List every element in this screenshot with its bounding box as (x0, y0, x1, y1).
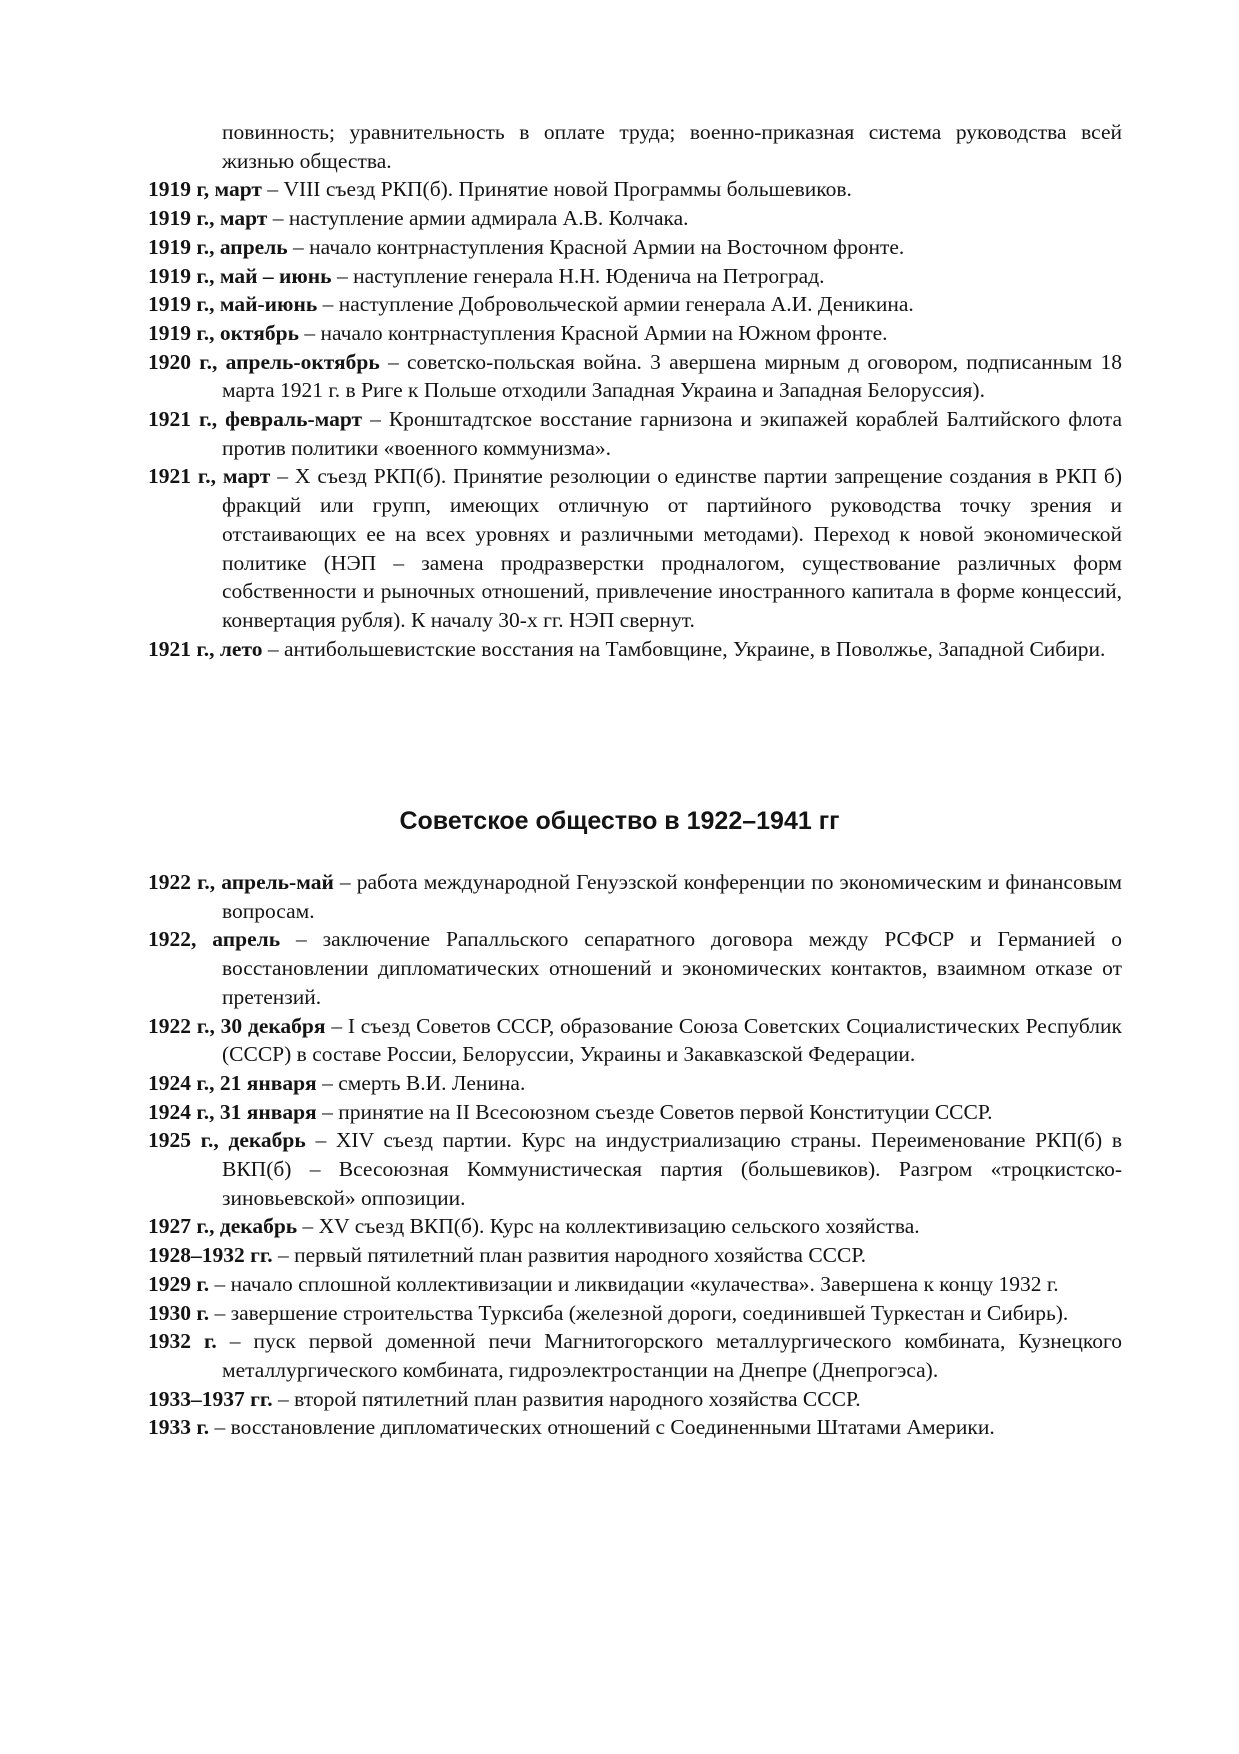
entry-date: 1922 г., апрель-май (148, 870, 334, 894)
entry-date: 1922, апрель (148, 927, 281, 952)
chronology-block-2 (148, 868, 1122, 1442)
timeline-entry (148, 635, 1122, 664)
timeline-entry (148, 290, 1122, 319)
entry-date: 1919 г., март (148, 206, 268, 231)
entry-date: 1933–1937 гг. (148, 1386, 273, 1411)
timeline-entry (148, 175, 1122, 204)
entry-date: 1922 г., 30 декабря (148, 1013, 326, 1038)
entry-date: 1925 г., декабрь (148, 1128, 306, 1153)
entry-date: 1921 г., март (148, 464, 271, 489)
entry-text: – X съезд РКП(б). Принятие резолюции о единстве партии запрещение создания в РКП б) фракций или групп, имеющих отличную от партийного руководства точку зрения и отстаивающих ее на всех уровнях и различными методами). Переход к новой экономической политике (НЭП – замена продразверстки продналогом, существование различных форм собственности и рыночных отношений, привлечение иностранного капитала в форме концессий, конвертация рубля). К началу 30-х гг. НЭП свернут. (222, 464, 1122, 632)
entry-date: 1919 г., май – июнь (148, 263, 332, 288)
entry-text: – начало контрнаступления Красной Армии на Восточном фронте. (287, 234, 905, 259)
entry-text: – советско-польская война. 3 авершена мирным д оговором, подписанным 18 марта 1921 г. в Риге к Польше отходили Западная Украина и Западная Белоруссия). (222, 349, 1122, 403)
timeline-entry (148, 1270, 1122, 1299)
entry-text: – работа международной Генуэзской конференции по экономическим и финансовым вопросам. (222, 870, 1122, 923)
entry-text: – VIII съезд РКП(б). Принятие новой Программы большевиков. (261, 177, 852, 202)
timeline-entry (148, 1241, 1122, 1270)
chronology-block-1 (148, 118, 1122, 663)
entry-text: – XV съезд ВКП(б). Курс на коллективизацию сельского хозяйства. (297, 1214, 920, 1239)
entry-date: 1929 г. (148, 1271, 210, 1296)
timeline-entry (148, 1385, 1122, 1414)
timeline-entry (148, 1299, 1122, 1328)
entry-date: 1928–1932 гг. (148, 1243, 273, 1268)
entry-text: – антибольшевистские восстания на Тамбовщине, Украине, в Поволжье, Западной Сибири. (262, 636, 1106, 661)
entry-date: 1919 г., май-июнь (148, 292, 318, 317)
timeline-entry (148, 262, 1122, 291)
section-title: Советское общество в 1922–1941 гг (399, 807, 840, 835)
entry-date: 1927 г., декабрь (148, 1214, 298, 1239)
entry-text: – восстановление дипломатических отношений с Соединенными Штатами Америки. (209, 1415, 995, 1440)
entry-text: – заключение Рапалльского сепаратного договора между РСФСР и Германией о восстановлении дипломатических отношений и экономических контактов, взаимном отказе от претензий. (222, 927, 1122, 1009)
timeline-entry (148, 1069, 1122, 1098)
timeline-entry (148, 462, 1122, 634)
timeline-entry (148, 204, 1122, 233)
timeline-entry (148, 1126, 1122, 1212)
entry-date: 1919 г., октябрь (148, 320, 299, 345)
entry-text: – начало контрнаступления Красной Армии на Южном фронте. (298, 320, 888, 345)
entry-text: – Кронштадтское восстание гарнизона и экипажей кораблей Балтийского флота против политики «военного коммунизма». (222, 407, 1123, 460)
entry-text: – наступление генерала Н.Н. Юденича на Петроград. (331, 263, 825, 288)
timeline-entry (148, 1413, 1122, 1442)
timeline-entry (148, 233, 1122, 262)
entry-text: – смерть В.И. Ленина. (316, 1070, 526, 1095)
timeline-entry (148, 1012, 1122, 1069)
entry-date: 1920 г., апрель-октябрь (148, 349, 380, 374)
entry-text: – наступление армии адмирала А.В. Колчака. (267, 206, 689, 231)
continuation-text: повинность; уравнительность в оплате труда; военно-приказная система руководства всей жизнью общества. (222, 120, 1122, 173)
entry-text: – пуск первой доменной печи Магнитогорского металлургического комбината, Кузнецкого металлургического комбината, гидроэлектростанции на Днепре (Днепрогэса). (216, 1329, 1122, 1382)
entry-date: 1921 г., февраль-март (148, 407, 363, 432)
entry-text: – второй пятилетний план развития народного хозяйства СССР. (272, 1386, 861, 1411)
entry-text: – первый пятилетний план развития народного хозяйства СССР. (272, 1243, 867, 1268)
timeline-entry (148, 925, 1122, 1011)
entry-text: – начало сплошной коллективизации и ликвидации «кулачества». Завершена к концу 1932 г. (209, 1271, 1059, 1296)
timeline-entry (148, 348, 1122, 405)
entry-date: 1933 г. (148, 1415, 210, 1440)
entry-date: 1924 г., 31 января (148, 1099, 317, 1124)
entry-date: 1919 г., апрель (148, 234, 288, 259)
timeline-entry (148, 868, 1122, 925)
timeline-entry (148, 1098, 1122, 1127)
entry-date: 1921 г., лето (148, 636, 263, 661)
entry-date: 1924 г., 21 января (148, 1070, 317, 1095)
entry-date: 1919 г, март (148, 177, 262, 202)
entry-date: 1932 г. (148, 1329, 217, 1354)
entry-date: 1930 г. (148, 1300, 210, 1325)
entry-text: – XIV съезд партии. Курс на индустриализацию страны. Переименование РКП(б) в ВКП(б) – Всесоюзная Коммунистическая партия (большевиков). Разгром «троцкистско-зиновьевской» оппозиции. (222, 1128, 1122, 1210)
timeline-entry (148, 1212, 1122, 1241)
entry-text: – I съезд Советов СССР, образование Союза Советских Социалистических Республик (СССР) в составе России, Белоруссии, Украины и Закавказской Федерации. (222, 1013, 1122, 1067)
timeline-entry (148, 1327, 1122, 1384)
timeline-entry (148, 319, 1122, 348)
entry-text: – принятие на II Всесоюзном съезде Советов первой Конституции СССР. (316, 1099, 993, 1124)
timeline-entry (148, 405, 1122, 462)
entry-text: – наступление Добровольческой армии генерала А.И. Деникина. (317, 292, 914, 317)
entry-text: – завершение строительства Турксиба (железной дороги, соединившей Туркестан и Сибирь). (209, 1300, 1069, 1325)
